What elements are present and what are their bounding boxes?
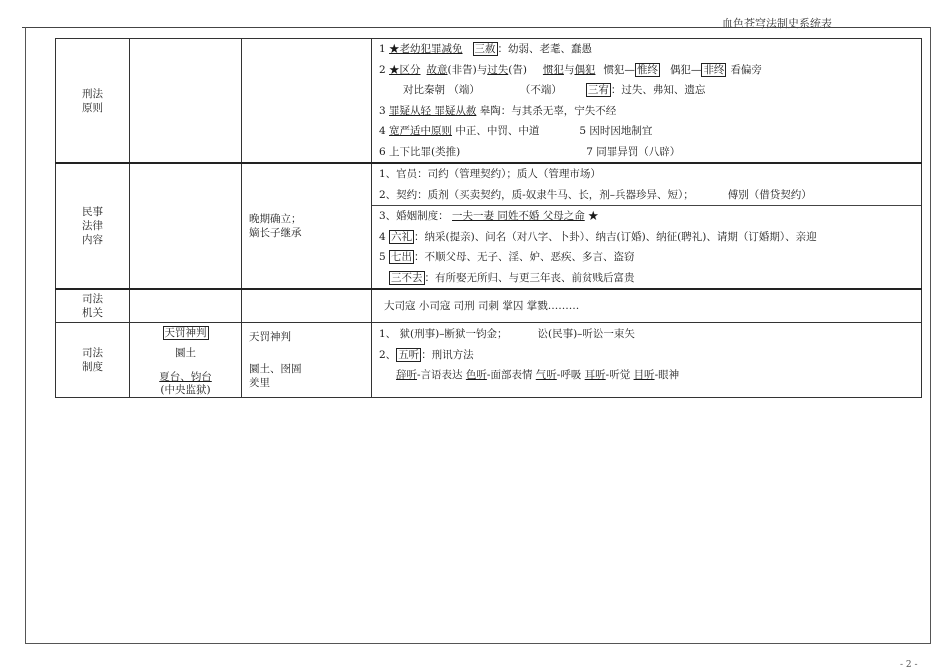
prison-names: 圜土、囹圄	[249, 363, 302, 375]
term-text: 讼(民事)–听讼一束矢	[537, 328, 635, 341]
underlined-term: 惯犯	[542, 63, 564, 76]
item-number: 3	[379, 104, 390, 117]
boxed-term: 三不去	[391, 271, 423, 284]
underlined-term: 夏台、钧台	[159, 371, 212, 383]
term-text: 7 同罪异罚（八辟）	[586, 145, 681, 158]
boxed-term: 七出	[391, 251, 413, 263]
term-text: 3、婚姻制度：	[379, 210, 453, 222]
criminal-col3	[242, 39, 372, 164]
criminal-label	[56, 39, 130, 164]
term-text: 中正、中罚、中道	[452, 125, 540, 137]
civil-content	[372, 163, 922, 289]
civil-line-1: 1、官员：司约（管理契约）；质人（管理市场）	[379, 168, 601, 180]
term-text: 看偏旁	[730, 63, 762, 76]
term-text: ：有所娶无所归、与更三年丧、前贫贱后富贵	[424, 271, 635, 284]
underlined-term: 一夫一妻 同姓不婚 父母之命	[452, 210, 585, 222]
organs-label-1: 司法	[82, 293, 103, 305]
civil-line-4	[372, 227, 921, 248]
organs-label-2: 机关	[82, 307, 103, 319]
boxed-term: 天罚神判	[164, 327, 207, 339]
underlined-term: 目听	[633, 369, 655, 382]
term-text: （不端）	[519, 84, 562, 96]
civil-line-3	[372, 205, 921, 227]
underlined-term: ★老幼犯罪减免	[389, 43, 463, 55]
underlined-term: 宽严适中原则	[389, 125, 453, 137]
header-title: 血色苍穹法制史系统表	[722, 17, 832, 30]
boxed-term: 三宥	[587, 84, 609, 96]
boxed-term: 三赦	[474, 43, 496, 55]
term-text: ★	[584, 210, 599, 222]
legal-history-table	[55, 38, 922, 398]
criminal-line-5	[372, 121, 921, 142]
term-text: ：过失、弗知、遗忘	[610, 84, 706, 96]
organs-text: 大司寇 小司寇 司刑 司刺 掌囚 掌戮………	[384, 299, 580, 312]
term-text: ：幼弱、老耄、蠢愚	[497, 43, 593, 55]
criminal-line-2	[372, 60, 921, 81]
judicial-label-1: 司法	[82, 347, 103, 359]
central-prison-note: (中央监狱)	[160, 384, 211, 396]
criminal-principles-row	[56, 39, 922, 164]
organs-content	[372, 289, 922, 323]
inheritance-note-1: 晚期确立；	[249, 213, 302, 225]
underlined-term: 气听	[535, 369, 557, 382]
term-text: (非眚)与	[447, 63, 488, 76]
boxed-term: 惟终	[636, 63, 658, 76]
judicial-line-1	[372, 324, 921, 345]
term-text: 5 因时因地制宜	[579, 125, 653, 137]
item-number: 4	[379, 125, 390, 137]
item-number: 5	[379, 251, 390, 263]
civil-label-3: 内容	[82, 234, 103, 246]
term-text: -呼吸	[556, 369, 585, 382]
judicial-col3	[242, 323, 372, 398]
term-text: 偶犯—	[669, 63, 702, 76]
civil-law-row	[56, 163, 922, 289]
term-text: -面部表情	[486, 369, 536, 382]
organs-col3	[242, 289, 372, 323]
judicial-line-3	[372, 365, 921, 386]
underlined-term: 辞听	[396, 369, 417, 382]
youli-prison: 羑里	[249, 377, 270, 389]
judicial-system-row	[56, 323, 922, 398]
term-text: ：纳采(提亲)、问名（对八字、卜卦）、纳吉(订婚)、纳征(聘礼)、请期（订婚期）、亲迎	[414, 230, 817, 243]
term-text: -言语表达	[417, 369, 466, 382]
civil-col3	[242, 163, 372, 289]
underlined-term: 罪疑从轻 罪疑从赦	[389, 104, 477, 117]
underlined-term: 耳听	[584, 369, 606, 382]
term-text: ：刑讯方法	[421, 348, 474, 361]
item-number: 4	[379, 230, 390, 243]
item-number: 1	[379, 43, 390, 55]
civil-label	[56, 163, 130, 289]
term-text: 6 上下比罪(类推)	[379, 145, 461, 158]
criminal-label-2: 原则	[82, 101, 103, 114]
term-text: 傅别（借贷契约）	[727, 188, 812, 201]
term-text: (眚)	[508, 63, 527, 76]
spacer	[372, 386, 921, 396]
judicial-organs-row	[56, 289, 922, 323]
inheritance-note-2: 嫡长子继承	[249, 227, 302, 239]
civil-line-5	[372, 247, 921, 268]
term-text: 对比秦朝 （端）	[403, 84, 480, 96]
term-text: 2、契约：质剂（买卖契约，质-奴隶牛马、长，剂–兵器珍异、短）；	[379, 188, 694, 201]
underlined-term: 色听	[465, 369, 487, 382]
boxed-term: 六礼	[391, 230, 413, 243]
organs-col2	[130, 289, 242, 323]
divine-judgment: 天罚神判	[249, 331, 291, 343]
term-text: -眼神	[654, 369, 680, 382]
judicial-line-2	[372, 345, 921, 366]
criminal-line-6	[372, 142, 921, 163]
civil-label-2: 法律	[82, 220, 103, 232]
underlined-term: 偶犯	[574, 63, 596, 76]
judicial-content	[372, 323, 922, 398]
term-text: 1、 狱(刑事)–断狱一钧金；	[379, 328, 508, 341]
underlined-term: 故意	[426, 63, 448, 76]
judicial-label-2: 制度	[82, 361, 103, 373]
judicial-col2	[130, 323, 242, 398]
boxed-term: 五听	[398, 348, 420, 361]
criminal-col2	[130, 39, 242, 164]
page-number: - 2 -	[900, 660, 918, 670]
criminal-line-1	[372, 39, 921, 60]
item-number: 2、	[379, 348, 397, 361]
term-text: 与	[563, 63, 575, 76]
criminal-label-1: 刑法	[82, 87, 103, 100]
underlined-term: 过失	[487, 63, 509, 76]
term-text: 惯犯—	[603, 63, 635, 76]
civil-line-2	[372, 185, 921, 206]
prison-name: 圜土	[175, 347, 196, 359]
judicial-label	[56, 323, 130, 398]
organs-label	[56, 289, 130, 323]
criminal-line-4	[372, 101, 921, 122]
criminal-line-3	[372, 80, 921, 101]
civil-label-1: 民事	[82, 206, 103, 218]
term-text: ：不顺父母、无子、淫、妒、恶疾、多言、盗窃	[414, 251, 635, 263]
criminal-content	[372, 39, 922, 164]
civil-line-6	[372, 268, 921, 289]
boxed-term: 非终	[703, 63, 725, 76]
item-number: 2	[379, 63, 390, 76]
term-text: -听觉	[605, 369, 634, 382]
term-text: 皋陶：与其杀无辜，宁失不经	[476, 104, 617, 117]
civil-col2	[130, 163, 242, 289]
underlined-term: ★区分	[389, 63, 421, 76]
